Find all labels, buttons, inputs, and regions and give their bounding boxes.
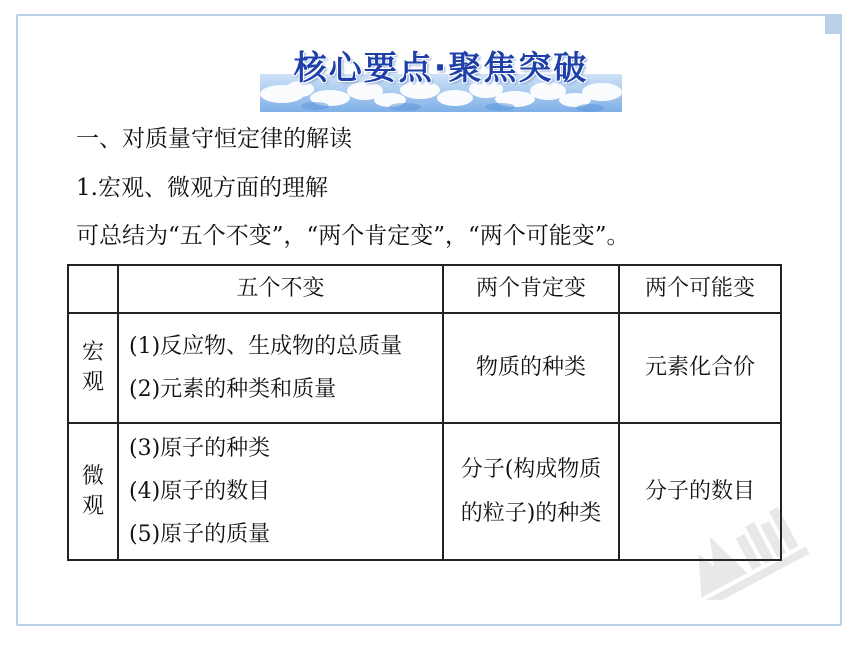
list-item: (3)原子的种类 <box>129 436 271 461</box>
title-banner <box>260 34 622 112</box>
cell-text: 分子(构成物质 <box>460 456 602 482</box>
header-cell-unchanged: 五个不变 <box>118 265 443 313</box>
cell-text: 的粒子)的种类 <box>460 500 602 526</box>
row-label-char: 观 <box>81 493 104 519</box>
row-label-char: 宏 <box>81 340 104 365</box>
table-header-row <box>68 265 781 313</box>
list-item: (5)原子的质量 <box>129 522 271 547</box>
list-item: (1)反应物、生成物的总质量 <box>129 334 403 359</box>
slide-corner-tab <box>825 14 842 34</box>
list-item: (4)原子的数目 <box>129 479 271 504</box>
slide-title: 核心要点·聚焦突破 <box>293 48 589 87</box>
micro-must-change-cell <box>443 423 619 560</box>
macro-may-change-cell: 元素化合价 <box>619 313 781 423</box>
row-label-macro <box>68 313 118 423</box>
macro-must-change-cell <box>443 313 619 423</box>
publisher-watermark-logo <box>672 490 822 600</box>
micro-may-change-cell: 分子的数目 <box>619 423 781 560</box>
row-label-micro <box>68 423 118 560</box>
header-cell-must-change: 两个肯定变 <box>443 265 619 313</box>
section-heading: 一、对质量守恒定律的解读 <box>76 126 352 152</box>
summary-text: 可总结为“五个不变”，“两个肯定变”，“两个可能变”。 <box>76 223 630 249</box>
header-cell-corner <box>68 265 118 313</box>
macro-unchanged-cell <box>118 313 443 423</box>
row-label-char: 微 <box>81 463 104 489</box>
cell-text: 物质的种类 <box>475 355 586 380</box>
micro-unchanged-cell <box>118 423 443 560</box>
subsection-heading: 1.宏观、微观方面的理解 <box>76 175 328 201</box>
table-row-macro <box>68 313 781 423</box>
list-item: (2)元素的种类和质量 <box>129 377 337 402</box>
header-cell-may-change: 两个可能变 <box>619 265 781 313</box>
row-label-char: 观 <box>81 370 104 395</box>
